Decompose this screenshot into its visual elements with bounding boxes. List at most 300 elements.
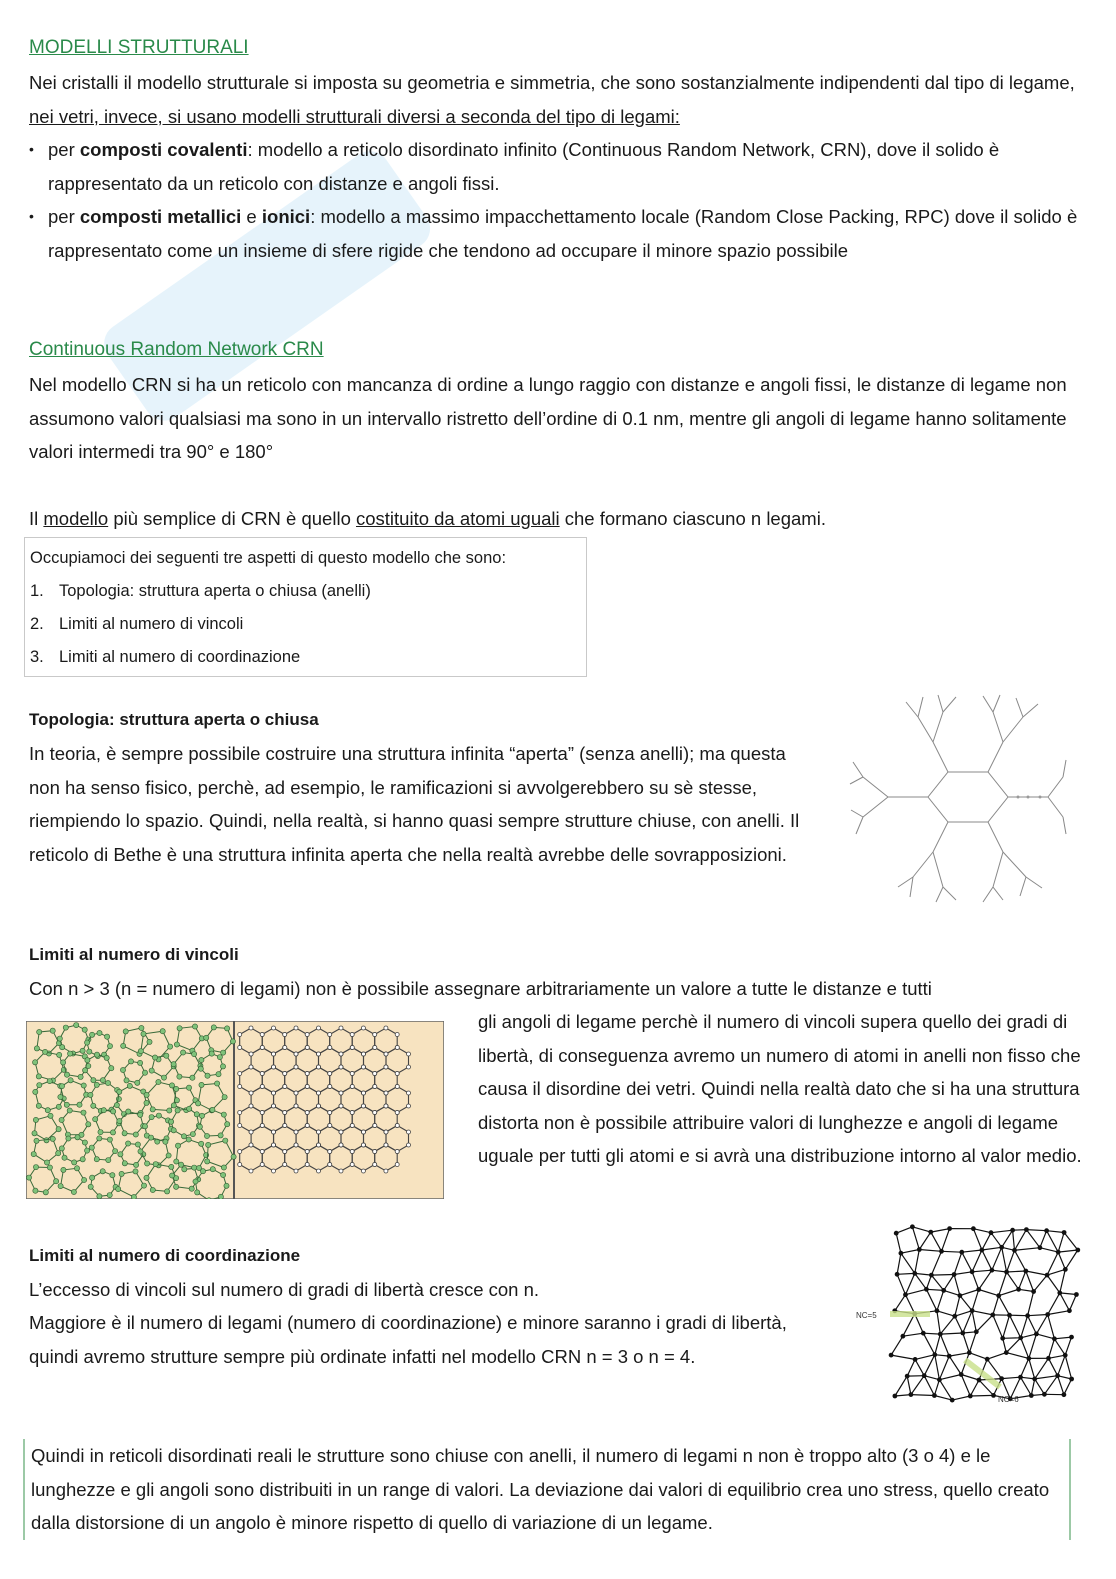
network-atom	[86, 1122, 91, 1127]
network-atom	[144, 1100, 149, 1105]
lattice-atom	[395, 1124, 399, 1128]
network-atom	[74, 1023, 79, 1028]
lattice-atom	[339, 1052, 343, 1056]
network-bond	[954, 1272, 972, 1275]
network-atom	[126, 1109, 131, 1114]
network-bond	[1015, 1248, 1040, 1251]
lattice-atom	[407, 1130, 411, 1134]
lattice-atom	[272, 1143, 276, 1147]
network-atom	[94, 1052, 99, 1057]
network-bond	[955, 1296, 960, 1317]
network-atom	[224, 1183, 229, 1188]
network-atom	[116, 1096, 121, 1101]
network-node	[952, 1314, 957, 1319]
network-atom	[63, 1025, 68, 1030]
lattice-atom	[283, 1150, 287, 1154]
network-bond	[944, 1290, 960, 1295]
network-node	[1029, 1393, 1034, 1398]
network-atom	[101, 1108, 106, 1113]
network-atom	[90, 1032, 95, 1037]
network-atom	[204, 1035, 209, 1040]
lattice-atom	[305, 1046, 309, 1050]
network-node	[895, 1272, 900, 1277]
network-bond	[1058, 1252, 1065, 1269]
network-bond	[907, 1376, 911, 1395]
network-atom	[88, 1184, 93, 1189]
lattice-atom	[272, 1091, 276, 1095]
network-bond	[1003, 1338, 1021, 1339]
network-node	[905, 1374, 910, 1379]
network-bond	[991, 1230, 1013, 1233]
aspect-item: 2. Limiti al numero di vincoli	[30, 615, 244, 633]
lattice-atom	[249, 1169, 253, 1173]
network-atom	[94, 1157, 99, 1162]
network-bond	[1064, 1379, 1072, 1395]
network-bond	[1015, 1250, 1026, 1271]
network-bond	[937, 1311, 955, 1316]
network-node	[909, 1392, 914, 1397]
network-atom	[116, 1187, 121, 1192]
network-node	[990, 1268, 995, 1273]
lattice-atom	[238, 1033, 242, 1037]
network-node	[1044, 1228, 1049, 1233]
bethe-lattice-figure	[848, 692, 1068, 904]
network-bond	[903, 1333, 923, 1336]
network-bond	[1028, 1316, 1037, 1334]
network-node	[960, 1331, 965, 1336]
network-bond	[969, 1332, 976, 1353]
network-node	[901, 1334, 906, 1339]
lattice-atom	[350, 1111, 354, 1115]
network-atom	[43, 1049, 48, 1054]
network-bond	[1040, 1231, 1047, 1248]
network-node	[959, 1250, 964, 1255]
network-node	[941, 1288, 946, 1293]
network-node	[938, 1332, 943, 1337]
lattice-atom	[317, 1169, 321, 1173]
network-atom	[205, 1073, 210, 1078]
lattice-atom	[249, 1104, 253, 1108]
lattice-atom	[395, 1150, 399, 1154]
lattice-atom	[294, 1169, 298, 1173]
network-atom	[89, 1145, 94, 1150]
lattice-atom	[373, 1150, 377, 1154]
network-bond	[992, 1247, 1002, 1270]
network-atom	[149, 1115, 154, 1120]
network-atom	[190, 1075, 195, 1080]
lattice-atom	[361, 1169, 365, 1173]
lattice-atom	[328, 1150, 332, 1154]
network-bond	[999, 1272, 1007, 1296]
network-bond	[1002, 1230, 1013, 1247]
network-bond	[901, 1250, 919, 1254]
network-bond	[931, 1251, 941, 1275]
network-bond	[954, 1252, 962, 1274]
lattice-atom	[249, 1091, 253, 1095]
lattice-atom	[260, 1163, 264, 1167]
network-atom	[97, 1194, 102, 1199]
network-atom	[182, 1167, 187, 1172]
network-bond	[915, 1250, 920, 1274]
lattice-atom	[373, 1046, 377, 1050]
network-atom	[117, 1118, 122, 1123]
network-bond	[1049, 1355, 1066, 1358]
network-bond	[924, 1355, 935, 1376]
network-bond	[1021, 1377, 1032, 1395]
lattice-atom	[317, 1065, 321, 1069]
lattice-atom	[373, 1033, 377, 1037]
lattice-atom	[384, 1143, 388, 1147]
lattice-atom	[373, 1111, 377, 1115]
lattice-atom	[407, 1091, 411, 1095]
network-atom	[186, 1137, 191, 1142]
network-atom	[68, 1078, 73, 1083]
network-bond	[972, 1311, 993, 1315]
network-node	[1012, 1248, 1017, 1253]
network-atom	[33, 1165, 38, 1170]
network-atom	[211, 1025, 216, 1030]
lattice-atom	[407, 1065, 411, 1069]
network-atom	[85, 1148, 90, 1153]
lattice-atom	[317, 1104, 321, 1108]
network-atom	[138, 1060, 143, 1065]
conclusion-paragraph: Quindi in reticoli disordinati reali le strutture sono chiuse con anelli, il numero di legami n non è troppo alto (3 o 4) e le lunghezze e gli angoli sono distribuiti in un range di valori. La deviazione dai valori di equilibrio crea uno stress, quello creato dalla distorsione di un angolo è minore rispetto di quello di variazione di un legame.	[23, 1439, 1071, 1540]
network-node	[999, 1245, 1004, 1250]
network-atom	[82, 1140, 87, 1145]
network-bond	[955, 1316, 963, 1333]
network-atom	[152, 1055, 157, 1060]
network-node	[924, 1287, 929, 1292]
network-atom	[80, 1048, 85, 1053]
coordination-network-figure	[850, 1222, 1090, 1412]
lattice-atom	[294, 1091, 298, 1095]
network-atom	[174, 1184, 179, 1189]
network-bond	[912, 1227, 919, 1250]
network-node	[929, 1273, 934, 1278]
network-atom	[113, 1149, 118, 1154]
network-bond	[987, 1353, 1006, 1360]
network-atom	[189, 1186, 194, 1191]
network-bond	[949, 1353, 969, 1356]
lattice-atom	[361, 1143, 365, 1147]
network-atom	[134, 1162, 139, 1167]
network-atom	[50, 1028, 55, 1033]
lattice-atom	[339, 1169, 343, 1173]
network-node	[1056, 1250, 1061, 1255]
network-node	[932, 1393, 937, 1398]
network-atom	[192, 1052, 197, 1057]
network-atom	[105, 1080, 110, 1085]
lattice-atom	[384, 1130, 388, 1134]
lattice-atom	[317, 1143, 321, 1147]
network-atom	[33, 1188, 38, 1193]
network-node	[917, 1247, 922, 1252]
network-bond	[1047, 1275, 1060, 1293]
network-node	[985, 1357, 990, 1362]
network-atom	[209, 1051, 214, 1056]
network-atom	[85, 1040, 90, 1045]
network-atom	[64, 1072, 69, 1077]
network-bond	[972, 1250, 982, 1272]
lattice-atom	[249, 1065, 253, 1069]
network-node	[980, 1248, 985, 1253]
lattice-atom	[362, 1091, 366, 1095]
network-atom	[195, 1190, 200, 1195]
lattice-atom	[395, 1033, 399, 1037]
network-atom	[72, 1160, 77, 1165]
network-bond	[999, 1296, 1010, 1316]
network-node	[1010, 1228, 1015, 1233]
network-atom	[127, 1083, 132, 1088]
lattice-atom	[384, 1104, 388, 1108]
network-node	[1042, 1392, 1047, 1397]
network-atom	[83, 1068, 88, 1073]
lattice-atom	[260, 1046, 264, 1050]
network-bond	[1048, 1293, 1060, 1315]
network-atom	[37, 1029, 42, 1034]
lattice-atom	[407, 1143, 411, 1147]
intro-underlined: nei vetri, invece, si usano modelli strutturali diversi a seconda del tipo di legami:	[29, 105, 680, 127]
network-bond	[931, 1275, 954, 1276]
lattice-atom	[260, 1033, 264, 1037]
network-bond	[954, 1275, 960, 1296]
vincoli-title: Limiti al numero di vincoli	[29, 945, 239, 964]
network-atom	[122, 1131, 127, 1136]
network-atom	[75, 1135, 80, 1140]
network-atom	[174, 1042, 179, 1047]
network-atom	[48, 1113, 53, 1118]
topologia-text: In teoria, è sempre possibile costruire una struttura infinita “aperta” (senza anelli); ma questa non ha senso fisico, perchè, ad esempio, le ramificazioni si avvolgerebbero su sè stesse, riempiendo lo spazio. Quindi, nella realtà, si hanno quasi sempre strutture chiuse, con anelli. Il reticolo di Bethe è una struttura infinita aperta che nella realtà avrebbe delle sovrapposizioni.	[29, 743, 800, 865]
network-node	[1032, 1377, 1037, 1382]
network-atom	[221, 1050, 226, 1055]
network-atom	[181, 1134, 186, 1139]
network-bond	[906, 1273, 915, 1294]
network-node	[959, 1372, 964, 1377]
network-atom	[110, 1130, 115, 1135]
network-node	[947, 1354, 952, 1359]
network-atom	[111, 1109, 116, 1114]
network-atom	[199, 1113, 204, 1118]
network-bond	[897, 1253, 901, 1274]
network-atom	[107, 1044, 112, 1049]
network-atom	[121, 1043, 126, 1048]
network-atom	[149, 1068, 154, 1073]
network-atom	[199, 1141, 204, 1146]
network-atom	[56, 1127, 61, 1132]
network-atom	[26, 1175, 31, 1180]
network-atom	[68, 1051, 73, 1056]
network-bond	[942, 1229, 950, 1252]
network-atom	[144, 1175, 149, 1180]
network-bond	[895, 1395, 911, 1396]
network-bond	[1019, 1271, 1026, 1289]
lattice-atom	[407, 1052, 411, 1056]
lattice-atom	[294, 1130, 298, 1134]
lattice-atom	[283, 1033, 287, 1037]
network-bond	[896, 1233, 901, 1253]
network-bond	[976, 1315, 993, 1332]
network-bond	[1026, 1230, 1040, 1248]
lattice-atom	[328, 1046, 332, 1050]
network-atom	[117, 1089, 122, 1094]
network-node	[922, 1373, 927, 1378]
network-atom	[45, 1108, 50, 1113]
network-node	[893, 1394, 898, 1399]
network-atom	[126, 1141, 131, 1146]
network-atom	[156, 1113, 161, 1118]
network-atom	[164, 1053, 169, 1058]
lattice-atom	[238, 1150, 242, 1154]
network-atom	[59, 1117, 64, 1122]
network-node	[1069, 1335, 1074, 1340]
network-bond	[1058, 1355, 1066, 1376]
network-bond	[912, 1227, 930, 1232]
network-atom	[109, 1066, 114, 1071]
lattice-atom	[350, 1124, 354, 1128]
network-bond	[1007, 1271, 1026, 1272]
network-bond	[961, 1375, 979, 1381]
network-bond	[1044, 1376, 1057, 1395]
network-bond	[1035, 1379, 1045, 1394]
lattice-atom	[317, 1130, 321, 1134]
network-node	[1075, 1248, 1080, 1253]
lattice-atom	[305, 1033, 309, 1037]
network-bond	[940, 1334, 949, 1356]
network-atom	[32, 1131, 37, 1136]
network-bond	[937, 1311, 940, 1334]
network-node	[928, 1230, 933, 1235]
network-atom	[179, 1162, 184, 1167]
network-atom	[100, 1078, 105, 1083]
network-atom	[169, 1083, 174, 1088]
network-atom	[198, 1066, 203, 1071]
lattice-atom	[294, 1026, 298, 1030]
network-atom	[231, 1154, 236, 1159]
network-atom	[67, 1108, 72, 1113]
network-bond	[940, 1333, 963, 1334]
network-node	[1026, 1356, 1031, 1361]
network-atom	[61, 1060, 66, 1065]
lattice-atom	[395, 1046, 399, 1050]
network-bond	[896, 1227, 912, 1233]
network-bond	[1069, 1295, 1076, 1311]
lattice-atom	[328, 1033, 332, 1037]
aspects-list	[30, 575, 581, 674]
network-bond	[1028, 1292, 1034, 1316]
lattice-atom	[361, 1065, 365, 1069]
network-bond	[919, 1250, 941, 1252]
lattice-atom	[249, 1026, 253, 1030]
network-atom	[141, 1031, 146, 1036]
lattice-atom	[317, 1026, 321, 1030]
network-bond	[1036, 1334, 1054, 1339]
lattice-atom	[294, 1143, 298, 1147]
network-bond	[973, 1229, 991, 1233]
network-node	[1000, 1336, 1005, 1341]
network-node	[1045, 1312, 1050, 1317]
network-bond	[1065, 1250, 1078, 1269]
network-bond	[970, 1380, 979, 1396]
network-atom	[36, 1103, 41, 1108]
network-node	[1069, 1377, 1074, 1382]
network-atom	[223, 1138, 228, 1143]
network-atom	[171, 1103, 176, 1108]
lattice-atom	[294, 1052, 298, 1056]
lattice-atom	[350, 1150, 354, 1154]
network-bond	[923, 1333, 940, 1334]
network-atom	[221, 1172, 226, 1177]
network-atom	[138, 1049, 143, 1054]
network-atom	[142, 1070, 147, 1075]
network-node	[1074, 1292, 1079, 1297]
network-bond	[1064, 1233, 1078, 1251]
network-atom	[119, 1171, 124, 1176]
network-atom	[93, 1117, 98, 1122]
network-atom	[118, 1152, 123, 1157]
network-atom	[107, 1193, 112, 1198]
lattice-atom	[272, 1052, 276, 1056]
network-atom	[139, 1025, 144, 1030]
network-bond	[993, 1296, 999, 1315]
network-node	[1007, 1313, 1012, 1318]
network-node	[1004, 1270, 1009, 1275]
network-bond	[1058, 1376, 1064, 1395]
network-node	[971, 1226, 976, 1231]
network-atom	[221, 1165, 226, 1170]
network-bond	[1060, 1293, 1070, 1311]
lattice-atom	[339, 1026, 343, 1030]
network-node	[947, 1226, 952, 1231]
network-bond	[1058, 1250, 1078, 1252]
network-node	[1025, 1313, 1030, 1318]
lattice-atom	[395, 1072, 399, 1076]
underlined-atomi-uguali: costituito da atomi uguali	[356, 508, 560, 529]
lattice-atom	[305, 1111, 309, 1115]
lattice-atom	[260, 1085, 264, 1089]
network-bond	[915, 1273, 927, 1289]
network-bond	[972, 1311, 976, 1332]
lattice-atom	[272, 1026, 276, 1030]
network-atom	[90, 1175, 95, 1180]
network-atom	[57, 1052, 62, 1057]
network-bond	[1029, 1358, 1035, 1379]
network-bond	[1048, 1315, 1055, 1339]
network-node	[1023, 1269, 1028, 1274]
network-bond	[906, 1289, 927, 1294]
network-bond	[1021, 1316, 1028, 1338]
network-atom	[81, 1110, 86, 1115]
bold-composti-covalenti: composti covalenti	[79, 139, 248, 160]
network-node	[1063, 1267, 1068, 1272]
network-bond	[1047, 1231, 1059, 1252]
network-atom	[44, 1160, 49, 1165]
lattice-atom	[395, 1163, 399, 1167]
lattice-atom	[328, 1072, 332, 1076]
crn-paragraph: Nel modello CRN si ha un reticolo con mancanza di ordine a lungo raggio con distanze e angoli fissi, le distanze di legame non assumono valori qualsiasi ma sono in un intervallo ristretto dell’ordine di 0.1 nm, mentre gli angoli di legame hanno solitamente valori intermedi tra 90° e 180°	[29, 374, 1067, 462]
lattice-atom	[305, 1072, 309, 1076]
network-node	[950, 1398, 955, 1403]
network-node	[1062, 1230, 1067, 1235]
lattice-atom	[395, 1111, 399, 1115]
lattice-atom	[350, 1085, 354, 1089]
network-atom	[98, 1130, 103, 1135]
network-atom	[62, 1155, 67, 1160]
bethe-branches	[850, 695, 1066, 902]
lattice-atom	[260, 1072, 264, 1076]
network-atom	[144, 1092, 149, 1097]
network-atom	[199, 1082, 204, 1087]
network-atom	[170, 1173, 175, 1178]
